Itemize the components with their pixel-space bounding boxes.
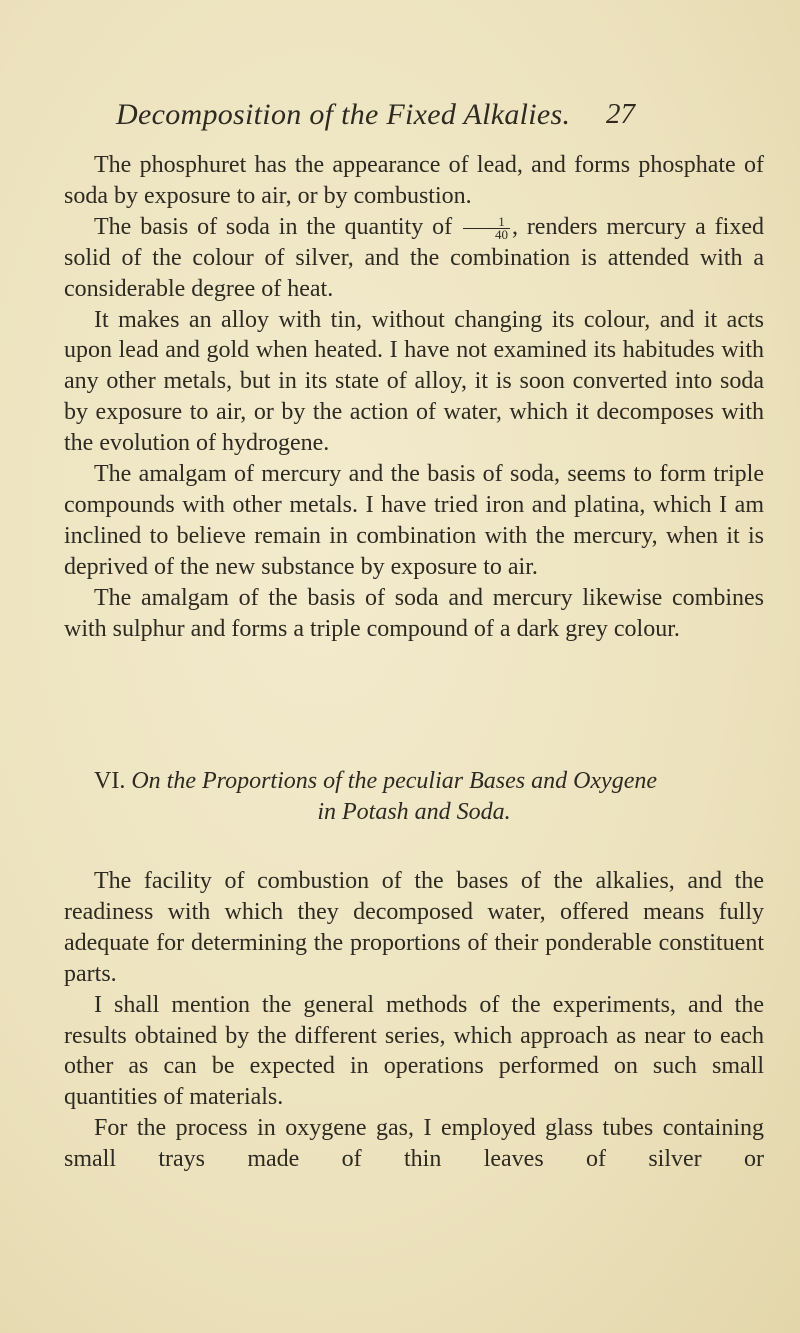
paragraph-text-end: , renders mercury a fixed solid of the colour of silver, and the combination is attended with a considerable degree of heat.	[64, 213, 764, 302]
paragraph: The phosphuret has the appearance of lead, and forms phosphate of soda by exposure to air, or by combustion.	[64, 152, 764, 209]
page-number: 27	[606, 98, 635, 130]
paragraph-text-start: The basis of soda in the quantity of	[94, 213, 461, 240]
section-heading-line-1	[64, 766, 764, 797]
paragraph: I shall mention the general methods of the experiments, and the results obtained by the different series, which approach as near to each other as can be expected in operations performed on such small quantities of materials.	[64, 991, 764, 1111]
paragraph: For the process in oxygene gas, I employed glass tubes containing small trays made of thin leaves of silver or	[64, 1115, 764, 1173]
paragraph: It makes an alloy with tin, without changing its colour, and it acts upon lead and gold when heated. I have not examined its habitudes with any other metals, but in its state of alloy, it is soon converted into soda by exposure to air, or by the action of water, which it decomposes with the evolution of hydrogene.	[64, 306, 764, 457]
paragraph	[64, 212, 764, 305]
section-number: VI.	[94, 768, 126, 794]
section-title-line-2: in Potash and Soda.	[317, 799, 511, 825]
fraction-denominator: 40	[494, 226, 508, 242]
page-header	[0, 98, 800, 138]
fraction-numerator: 1	[463, 216, 510, 229]
fraction	[463, 213, 510, 242]
section-heading	[64, 766, 764, 828]
body-text-upper	[64, 150, 764, 645]
paragraph: The amalgam of mercury and the basis of soda, seems to form triple compounds with other metals. I have tried iron and platina, which I am inclined to believe remain in combination with the mercury, when it is deprived of the new substance by exposure to air.	[64, 461, 764, 580]
paragraph: The facility of combustion of the bases of the alkalies, and the readiness with which they decomposed water, offered means fully adequate for determining the proportions of their ponderable constituent parts.	[64, 868, 764, 987]
paragraph: The amalgam of the basis of soda and mercury likewise combines with sulphur and forms a triple compound of a dark grey colour.	[64, 584, 764, 642]
section-title-line-1: On the Proportions of the peculiar Bases and Oxygene	[131, 768, 658, 794]
body-text-lower	[64, 866, 764, 1175]
running-title: Decomposition of the Fixed Alkalies.	[116, 98, 571, 131]
